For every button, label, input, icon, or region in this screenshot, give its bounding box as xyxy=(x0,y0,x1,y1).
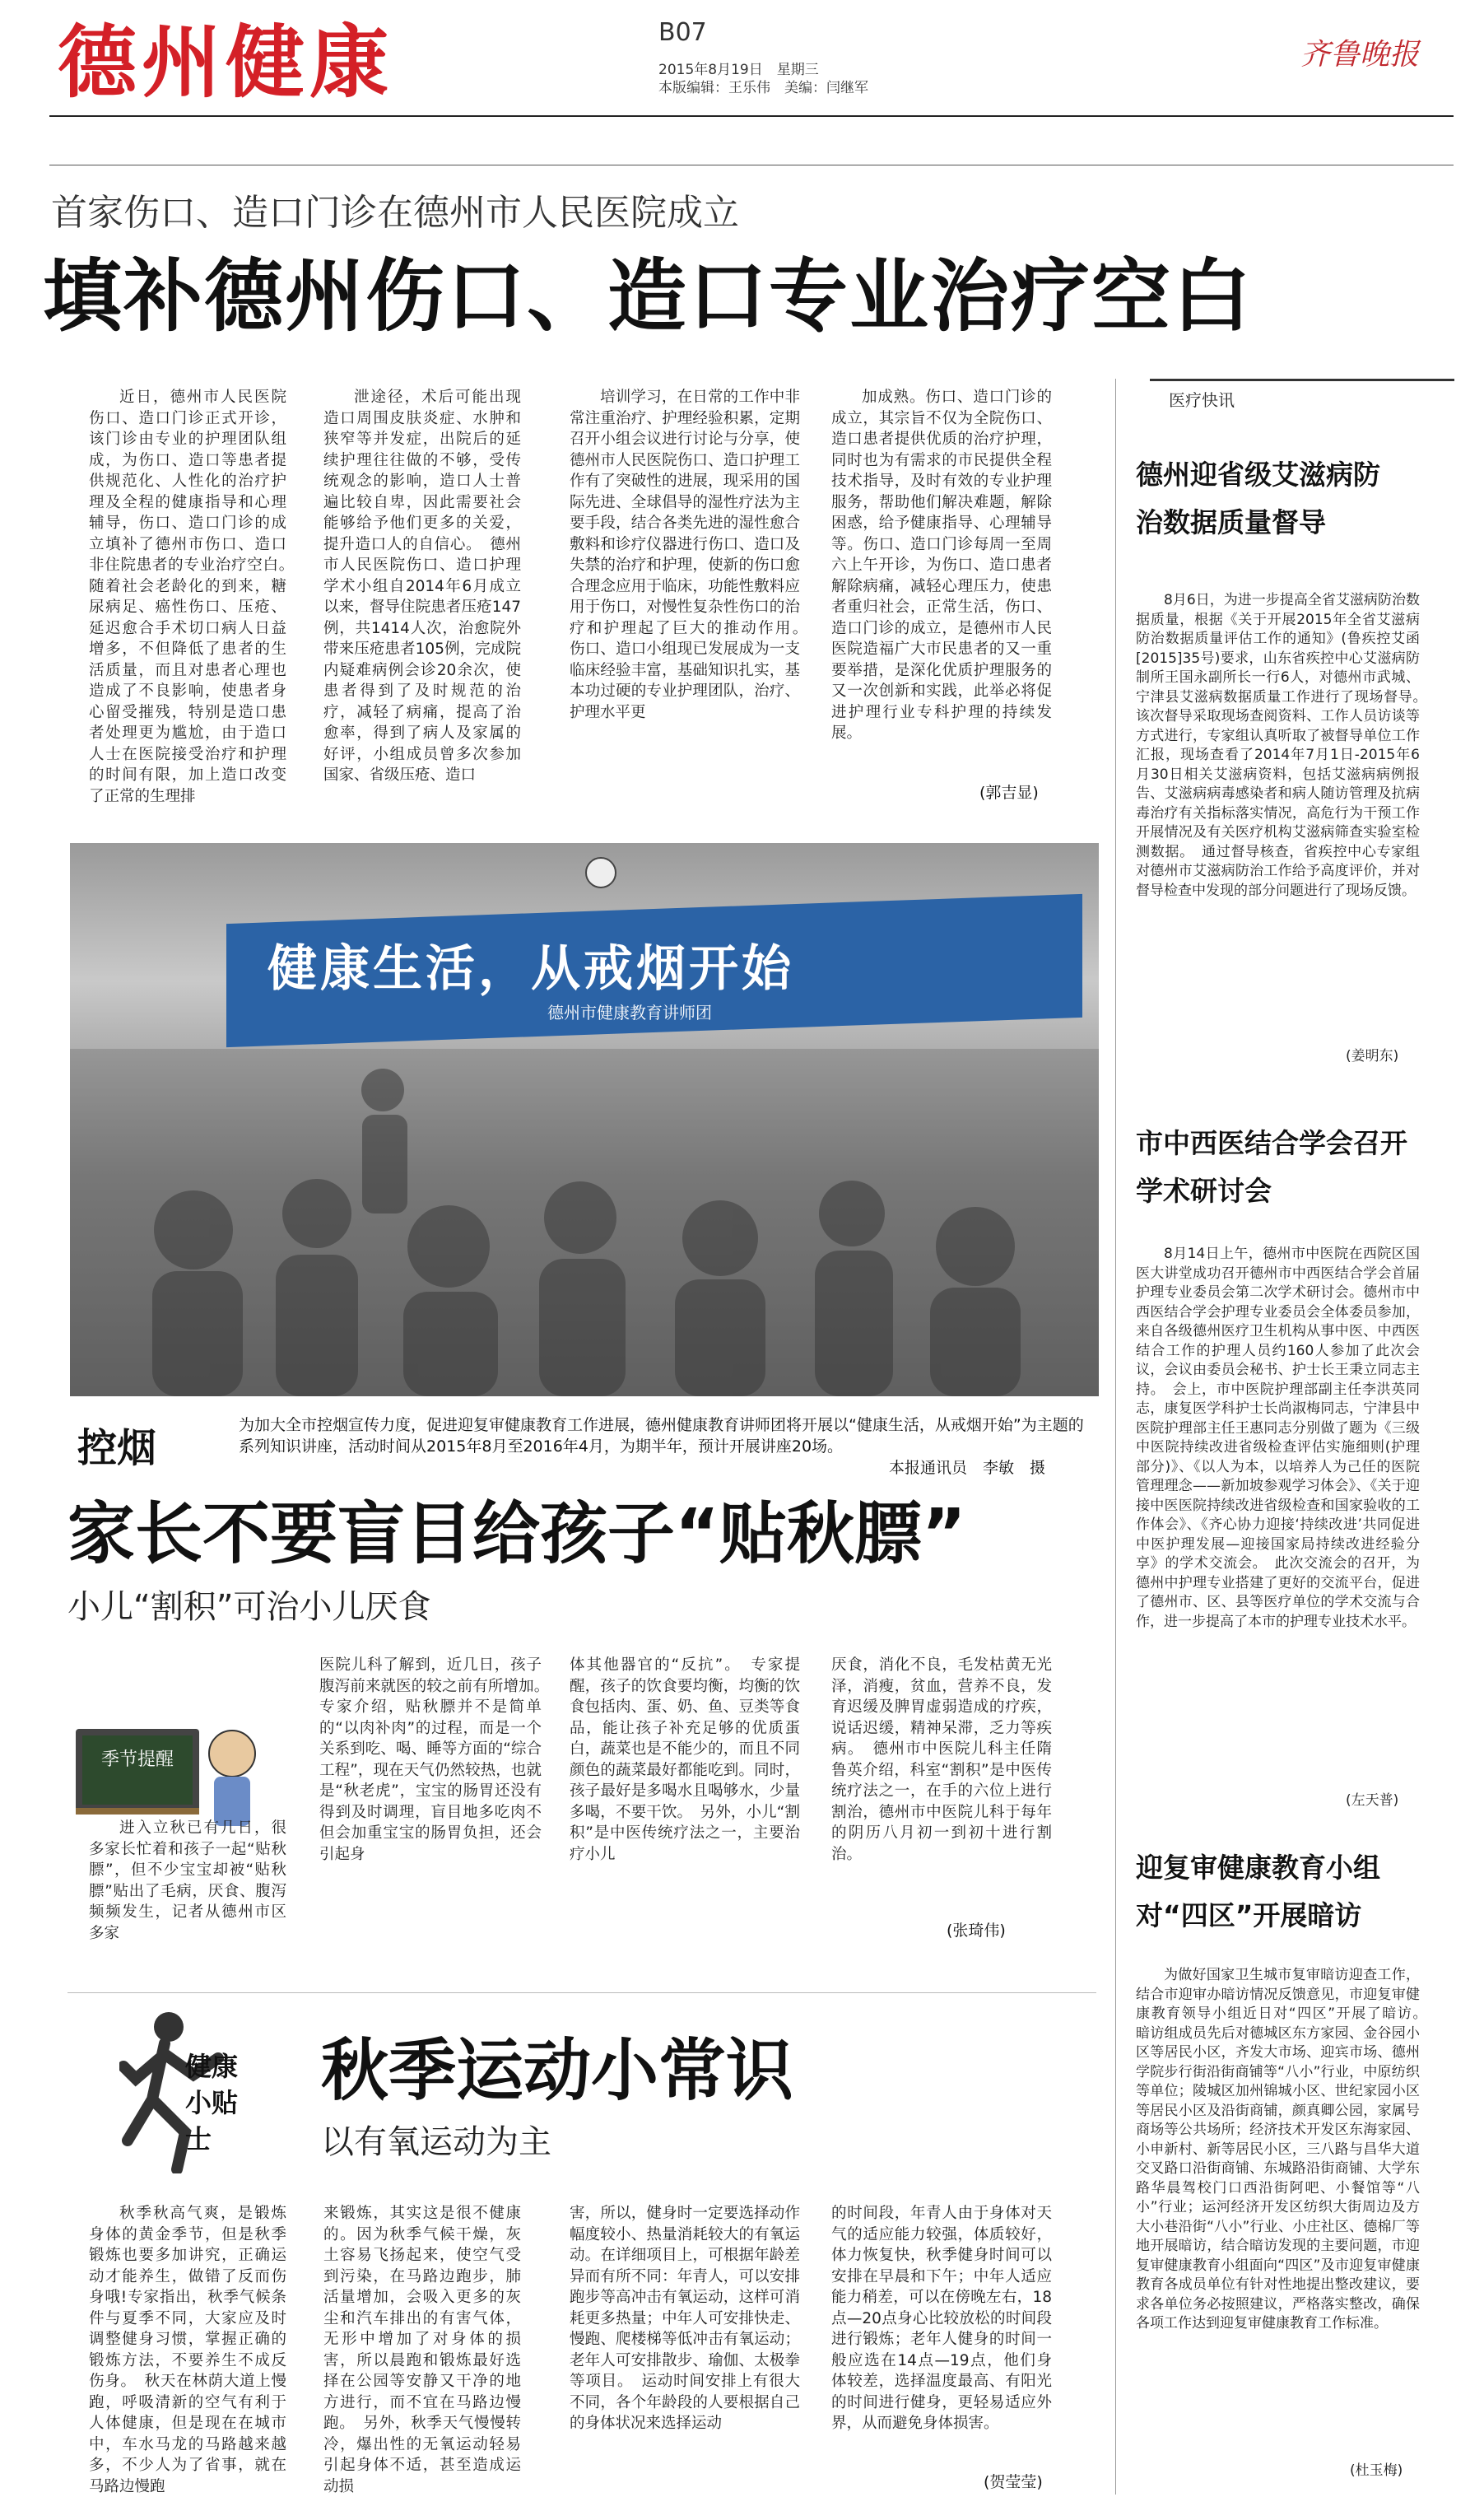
article1-column-1: 近日，德州市人民医院伤口、造口门诊正式开诊，该门诊由专业的护理团队组成，为伤口、造口等患者提供规范化、人性化的治疗护理及全程的健康指导和心理辅导，伤口、造口门诊的成立填补了德州市伤口、造口非住院患者的专业治疗空白。 随着社会老龄化的到来，糖尿病足、癌性伤口、压疮、延迟愈合手术切口病人日益增多，不但降低了患者的生活质量，而且对患者心理也造成了不良影响，使患者身心留受摧残，特别是造口患者处理更为尴尬，由于造口人士在医院接受治疗和护理的时间有限，加上造口改变了正常的生理排 xyxy=(89,389,302,805)
masthead-rule xyxy=(49,115,1454,117)
article1-column-4: 加成熟。伤口、造口门诊的成立，其宗旨不仅为全院伤口、造口患者提供优质的治疗护理，同时也为有需求的市民提供全程技术指导，及时有效的专业护理服务，帮助他们解决难题，解除困惑，给予健康指导、心理辅导等。伤口、造口门诊每周一至周六上午开诊，为伤口、造口患者解除病痛，减轻心理压力，使患者重归社会，正常生活，伤口、造口门诊的成立，是德州市人民医院造福广大市民患者的又一重要举措，是深化优质护理服务的又一次创新和实践，此举必将促进护理行业专科护理的持续发展。 xyxy=(831,389,1052,742)
column-divider xyxy=(1115,379,1116,2495)
article2-headline: 家长不要盲目给孩子“贴秋膘” xyxy=(67,1495,966,1573)
article2-column-2: 医院儿科了解到，近几日，孩子腹泻前来就医的较之前有所增加。 专家介绍，贴秋膘并不是简单的“以肉补肉”的过程，而是一个关系到吃、喝、睡等方面的“综合工程”，现在天气仍然较热，也就是“秋老虎”，宝宝的肠胃还没有得到及时调理，盲目地多吃肉不但会加重宝宝的肠胃负担，还会引起身 xyxy=(319,1656,557,1863)
sidebar-rule xyxy=(1150,379,1454,381)
article3-headline: 秋季运动小常识 xyxy=(321,2032,794,2110)
editor-credits: 本版编辑：王乐伟 美编：闫继军 xyxy=(658,80,868,96)
page-number: B07 xyxy=(658,18,707,47)
banner-subtext: 德州市健康教育讲师团 xyxy=(547,1003,712,1023)
season-reminder-label: 季节提醒 xyxy=(100,1749,174,1770)
dateline xyxy=(658,61,868,97)
photo-caption xyxy=(239,1414,1095,1479)
article3-column-4: 的时间段，年青人由于身体对天气的适应能力较强，体质较好，体力恢复快，秋季健身时间可以安排在早晨和下午；中年人适应能力稍差，可以在傍晚左右，18点—20点身心比较放松的时间段进行锻炼；老年人健身的时间一般应选在14点—19点，他们身体较差，选择温度最高、有阳光的时间进行健身，更轻易适应外界，从而避免身体损害。 xyxy=(831,2205,1052,2432)
sidebar-item-1-title: 德州迎省级艾滋病防治数据质量督导 xyxy=(1136,459,1380,538)
sidebar-item-1-body: 8月6日，为进一步提高全省艾滋病防治数据质量，根据《关于开展2015年全省艾滋病防治数据质量评估工作的通知》(鲁疾控艾函[2015]35号)要求，山东省疾控中心艾滋病防制所王国永副所长一行6人，对德州市武城、宁津县艾滋病数据质量工作进行了现场督导。 该次督导采取现场查阅资料、工作人员访谈等方式进行，专家组认真听取了被督导单位工作汇报，现场查看了2014年7月1日-2015年6月30日相关艾滋病资料，包括艾滋病病例报告、艾滋病病毒感染者和病人随访管理及抗病毒治疗有关指标落实情况，高危行为干预工作开展情况及有关医疗机构艾滋病筛查实验室检测数据。 通过督导核查，省疾控中心专家组对德州市艾滋病防治工作给予高度评价，并对督导检查中发现的部分问题进行了现场反馈。 xyxy=(1136,592,1434,899)
article2-column-4: 厌食，消化不良，毛发枯黄无光泽，消瘦，贫血，营养不良，发育迟缓及脾胃虚弱造成的疗疾，说话迟缓，精神呆滞，乏力等疾病。 德州市中医院儿科主任隋鲁英介绍，科室“割积”是中医传统疗法之一，在手的六位上进行割治，德州市中医院儿科于每年的阴历八月初一到初十进行割治。 xyxy=(831,1656,1052,1863)
article3-byline: (贺莹莹) xyxy=(984,2473,1043,2491)
sidebar-item-2-title: 市中西医结合学会召开学术研讨会 xyxy=(1136,1127,1407,1207)
audience-silhouettes xyxy=(70,843,1099,1396)
article1-headline: 填补德州伤口、造口专业治疗空白 xyxy=(43,250,1253,342)
photo-caption-text: 为加大全市控烟宣传力度，促进迎复审健康教育工作进展，德州健康教育讲师团将开展以“健康生活，从戒烟开始”为主题的系列知识讲座，活动时间从2015年8月至2016年4月，为期半年，预计开展讲座20场。 xyxy=(239,1416,1084,1456)
newspaper-logo: 齐鲁晚报 xyxy=(1300,38,1420,72)
anti-smoking-lecture-photo xyxy=(70,843,1099,1396)
article3-subhead: 以有氧运动为主 xyxy=(321,2123,551,2161)
article1-column-3: 培训学习，在日常的工作中非常注重治疗、护理经验积累，定期召开小组会议进行讨论与分享，使德州市人民医院伤口、造口护理工作有了突破性的进展，现采用的国际先进、全球倡导的湿性疗法为主要手段，结合各类先进的湿性愈合敷料和诊疗仪器进行伤口、造口及失禁的治疗和护理，使新的伤口愈合理念应用于临床，功能性敷料应用于伤口，对慢性复杂性伤口的治疗和护理起了巨大的推动作用。 伤口、造口小组现已发展成为一支临床经验丰富，基础知识扎实，基本功过硬的专业护理团队，治疗、护理水平更 xyxy=(570,389,816,721)
sidebar-item-3-body: 为做好国家卫生城市复审暗访迎查工作，结合市迎审办暗访情况反馈意见，市迎复审健康教育领导小组近日对“四区”开展了暗访。 暗访组成员先后对德城区东方家园、金谷园小区等居民小区，齐发大市场、迎宾市场、德州学院步行街沿街商铺等“八小”行业，中原纺织等单位；陵城区加州锦城小区、世纪家园小区等居民小区及沿街商铺，颜真卿公园，家属号商场等公共场所；经济技术开发区东海家园、小申新村、新等居民小区，三八路与昌华大道交叉路口沿街商铺、东城路沿街商铺、大学东路华晨驾校门口西沿街阿吧、小餐馆等“八小”行业；运河经济开发区纺织大街周边及方大小巷沿街“八小”行业、小庄社区、德棉厂等地开展暗访，结合暗访发现的主要问题，市迎复审健康教育小组面向“四区”及市迎复审健康教育各成员单位有针对性地提出整改建议，要求各单位务必按照建议，严格落实整改，确保各项工作达到迎复审健康教育工作标准。 xyxy=(1136,1967,1434,2332)
article3-column-1: 秋季秋高气爽，是锻炼身体的黄金季节，但是秋季锻炼也要多加讲究，正确运动才能养生，做错了反而伤身哦!专家指出，秋季气候条件与夏季不同，大家应及时调整健身习惯，掌握正确的锻炼方法，不要养生不成反伤身。 秋天在林荫大道上慢跑，呼吸清新的空气有利于人体健康，但是现在在城市中，车水马龙的马路越来越多，不少人为了省事，就在马路边慢跑 xyxy=(89,2205,286,2495)
sidebar-section-label: 医疗快讯 xyxy=(1169,390,1235,410)
sidebar-item-3-title: 迎复审健康教育小组对“四区”开展暗访 xyxy=(1136,1852,1380,1931)
article2-subhead: 小儿“割积”可治小儿厌食 xyxy=(67,1588,431,1626)
sidebar-item-2-byline: (左天普) xyxy=(1346,1792,1399,1809)
article3-column-3: 害，所以，健身时一定要选择动作幅度较小、热量消耗较大的有氧运动。在详细项目上，可根据年龄差异而有所不同：年青人，可以安排跑步等高冲击有氧运动，这样可消耗更多热量；中年人可安排快走、慢跑、爬楼梯等低冲击有氧运动；老年人可安排散步、瑜伽、太极拳等项目。 运动时间安排上有很大不同，各个年龄段的人要根据自己的身体状况来选择运动 xyxy=(570,2205,800,2432)
article2-column-1: 进入立秋已有几日，很多家长忙着和孩子一起“贴秋膘”，但不少宝宝却被“贴秋膘”贴出了毛病，厌食、腹泻频频发生，记者从德州市区多家 xyxy=(89,1819,286,1942)
sidebar-item-1-byline: (姜明东) xyxy=(1346,1048,1399,1064)
article1-column-2: 泄途径，术后可能出现造口周围皮肤炎症、水肿和狭窄等并发症，出院后的延续护理往往做的不够，受传统观念的影响，造口人士普遍比较自卑，因此需要社会能够给予他们更多的关爱，提升造口人的自信心。 德州市人民医院伤口、造口护理学术小组自2014年6月成立以来，督导住院患者压疮147例，共1414人次，治愈院外带来压疮患者105例，完成院内疑难病例会诊20余次，使患者得到了及时规范的治疗，减轻了病痛，提高了治愈率，得到了病人及家属的好评，小组成员曾多次参加国家、省级压疮、造口 xyxy=(323,389,521,784)
sidebar-item-3-byline: (杜玉梅) xyxy=(1350,2462,1403,2479)
article2-byline: (张琦伟) xyxy=(947,1922,1006,1940)
masthead-title: 德州健康 xyxy=(58,16,393,109)
article1-byline: (郭吉显) xyxy=(979,784,1039,802)
banner-text: 健康生活，从戒烟开始 xyxy=(267,940,794,998)
health-tips-label: 健康小贴士 xyxy=(185,2051,239,2155)
article3-column-2: 来锻炼，其实这是很不健康的。因为秋季气候干燥，灰土容易飞扬起来，使空气受到污染，在马路边跑步，肺活量增加，会吸入更多的灰尘和汽车排出的有害气体，无形中增加了对身体的损害，所以晨跑和锻炼最好选择在公园等安静又干净的地方进行，而不宜在马路边慢跑。 另外，秋季天气慢慢转冷，爆出性的无氧运动轻易引起身体不适，甚至造成运动损 xyxy=(323,2205,521,2495)
article1-kicker: 首家伤口、造口门诊在德州市人民医院成立 xyxy=(51,192,739,234)
article2-column-3: 体其他器官的“反抗”。 专家提醒，孩子的饮食要均衡，均衡的饮食包括肉、蛋、奶、鱼、豆类等食品，能让孩子补充足够的优质蛋白，蔬菜也是不能少的，而且不同颜色的蔬菜最好都能吃到。同时，孩子最好是多喝水且喝够水，少量多喝，不要干饮。 另外，小儿“割积”是中医传统疗法之一，主要治疗小儿 xyxy=(570,1656,800,1863)
photo-credit: 本报通讯员 李敏 摄 xyxy=(888,1459,1045,1477)
article-divider xyxy=(67,1992,1096,1993)
sidebar-item-2-body: 8月14日上午，德州市中医院在西院区国医大讲堂成功召开德州市中西医结合学会首届护理专业委员会第二次学术研讨会。德州市中西医结合学会护理专业委员会全体委员参加，来自各级德州医疗卫生机构从事中医、中西医结合工作的护理人员约160人参加了此次会议，会议由委员会秘书、护士长王秉立同志主持。 会上，市中医院护理部副主任李洪英同志，康复医学科护士长尚淑梅同志，宁津县中医院护理部主任王惠同志分别做了题为《三级中医院持续改进省级检查评估实施细则(护理部分)》、《以人为本，以培养人为己任的医院管理理念——新加坡参观学习体会》、《关于迎接中医医院持续改进省级检查和国家验收的工作体会》、《齐心协力迎接‘持续改进’共同促进中医护理发展—迎接国家局持续改进经验分享》的学术交流会。 此次交流会的召开，为德州中护理专业搭建了更好的交流平台，促进了德州市、区、县等医疗单位的学术交流与合作，进一步提高了本市的护理专业技术水平。 xyxy=(1136,1246,1420,1630)
issue-date: 2015年8月19日 星期三 xyxy=(658,62,819,78)
photo-caption-title: 控烟 xyxy=(77,1425,157,1471)
